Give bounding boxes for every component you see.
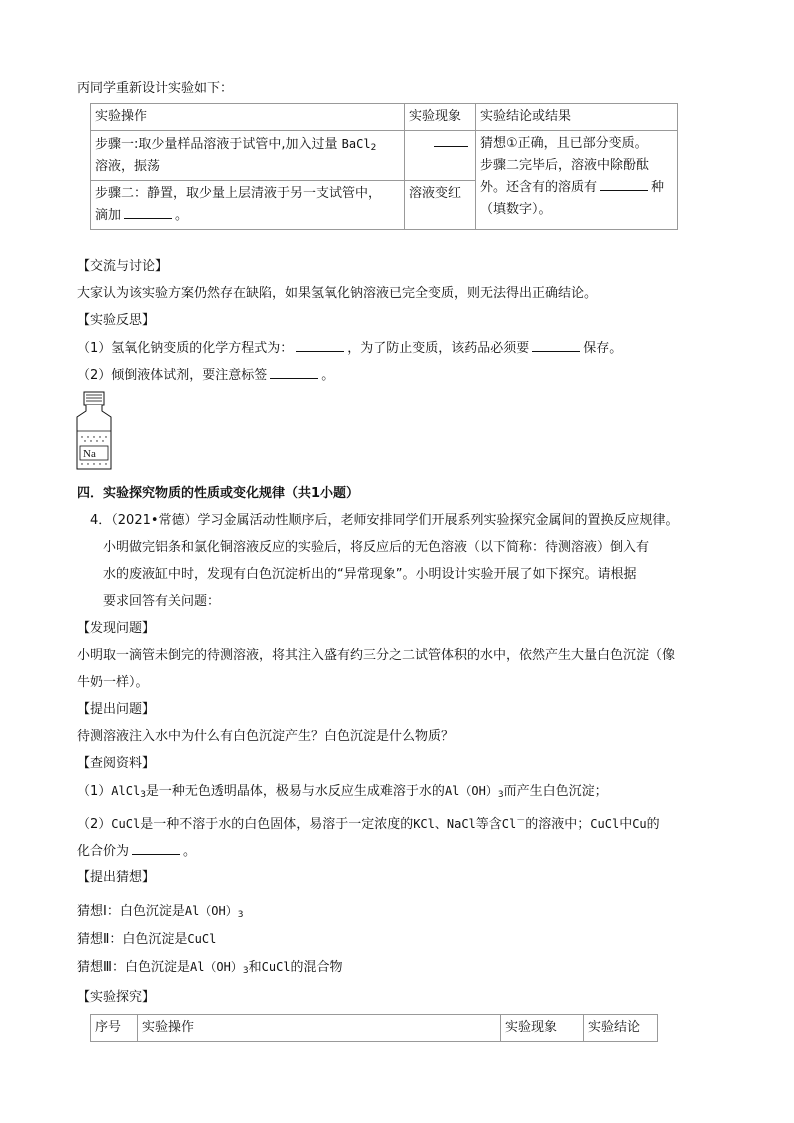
data-item2-formula5: Cu xyxy=(632,817,647,831)
conclusion-line3-end: 种 xyxy=(651,180,665,195)
explore-header-conclusion: 实验结论 xyxy=(584,1015,658,1042)
data-item2: （2）CuCl是一种不溶于水的白色固体，易溶于一定浓度的KCl、NaCl等含Cl－的溶液中；CuCl中Cu的 xyxy=(77,815,660,832)
guess-heading: 【提出猜想】 xyxy=(77,870,156,885)
guess-3-text: 猜想Ⅲ：白色沉淀是 xyxy=(77,960,190,975)
data-item2-formula3: Cl xyxy=(501,817,517,831)
conclusion-line2: 步骤二完毕后，溶液中除酚酞 xyxy=(480,158,650,173)
guess-2-formula: CuCl xyxy=(187,932,217,946)
step1-text2: 溶液，振荡 xyxy=(95,159,161,174)
explore-header-index: 序号 xyxy=(91,1015,138,1042)
discuss-text: 大家认为该实验方案仍然存在缺陷，如果氢氧化钠溶液已完全变质，则无法得出正确结论。 xyxy=(77,286,598,301)
data-item2-formula3-sup: － xyxy=(516,815,526,826)
reflect-q1-b: ，为了防止变质，该药品必须要 xyxy=(347,341,530,356)
guess-2-text: 猜想Ⅱ：白色沉淀是 xyxy=(77,932,188,947)
data-item2-text4: 中 xyxy=(619,817,633,832)
ask-heading: 【提出问题】 xyxy=(77,702,156,717)
data-item2-num: （2） xyxy=(77,817,112,832)
data-item2-text2: 等含 xyxy=(475,817,502,832)
header-conclusion: 实验结论或结果 xyxy=(476,104,678,131)
guess-1 xyxy=(77,902,243,921)
conclusion-line1: 猜想①正确，且已部分变质。 xyxy=(480,136,648,151)
guess-3-end: 的混合物 xyxy=(290,960,343,975)
experiment-table xyxy=(90,103,678,230)
step2-text2: 滴加 xyxy=(95,208,122,223)
section4-title: 四．实验探究物质的性质或变化规律（共1小题） xyxy=(77,486,360,501)
reflect-q2-a: （2）倾倒液体试剂，要注意标签 xyxy=(77,368,268,383)
step2-text: 步骤二：静置，取少量上层清液于另一支试管中， xyxy=(95,186,382,201)
reflect-q1-a: （1）氢氧化钠变质的化学方程式为： xyxy=(77,341,294,356)
conclusion-cell xyxy=(476,131,678,230)
explore-table xyxy=(90,1014,658,1042)
data-item2-formula: CuCl xyxy=(111,817,141,831)
guess-3 xyxy=(77,958,343,977)
ask-text: 待测溶液注入水中为什么有白色沉淀产生？白色沉淀是什么物质？ xyxy=(77,729,455,744)
step1-reagent: BaCl xyxy=(341,137,371,151)
data-item2-text: 是一种不溶于水的白色固体，易溶于一定浓度的 xyxy=(140,817,414,832)
data-item2-formula2: KCl、NaCl xyxy=(413,817,476,831)
step1-cell xyxy=(91,131,405,181)
guess-3-formula2: CuCl xyxy=(261,960,291,974)
reflect-heading: 【实验反思】 xyxy=(77,313,156,328)
step1-text: 步骤一:取少量样品溶液于试管中,加入过量 xyxy=(95,137,338,152)
explore-header-phenomenon: 实验现象 xyxy=(501,1015,584,1042)
data-item1-formula2: Al（OH） xyxy=(444,784,498,798)
reflect-q1 xyxy=(77,339,622,358)
data-item1-formula-sub: 3 xyxy=(140,790,146,800)
step2-cell xyxy=(91,181,405,230)
data-item2-text3: 的溶液中； xyxy=(525,817,591,832)
q4-line4: 要求回答有关问题： xyxy=(103,594,221,609)
q4-line3: 水的废液缸中时，发现有白色沉淀析出的“异常现象”。小明设计实验开展了如下探究。请根据 xyxy=(103,567,637,582)
explore-header-operation: 实验操作 xyxy=(138,1015,501,1042)
reflect-q1-blank2[interactable] xyxy=(532,339,580,352)
discuss-heading: 【交流与讨论】 xyxy=(77,259,169,274)
data-item2-end: 。 xyxy=(183,844,197,859)
q4-line2: 小明做完铝条和氯化铜溶液反应的实验后，将反应后的无色溶液（以下简称：待测溶液）倒入有 xyxy=(103,540,650,555)
data-item2-line2-text: 化合价为 xyxy=(77,844,130,859)
header-phenomenon: 实验现象 xyxy=(405,104,476,131)
table-header-row xyxy=(91,104,678,131)
q4-line1: 4．（2021•常德）学习金属活动性顺序后，老师安排同学们开展系列实验探究金属间的置换反应规律。 xyxy=(90,513,679,528)
data-item1-text2: 而产生白色沉淀； xyxy=(503,784,608,799)
table-row-step1 xyxy=(91,131,678,181)
explore-header-row xyxy=(91,1015,658,1042)
reflect-q2-blank[interactable] xyxy=(270,366,318,379)
data-heading: 【查阅资料】 xyxy=(77,756,156,771)
guess-2 xyxy=(77,930,216,949)
bottle-label: Na xyxy=(83,448,107,460)
find-line2: 牛奶一样）。 xyxy=(77,675,149,690)
conclusion-blank[interactable] xyxy=(600,178,648,191)
step1-observation-blank[interactable] xyxy=(434,134,468,147)
reflect-q2 xyxy=(77,366,334,385)
step2-observation: 溶液变红 xyxy=(405,181,476,230)
guess-1-formula: Al（OH） xyxy=(184,904,238,918)
reflect-q2-b: 。 xyxy=(321,368,335,383)
step1-reagent-sub: 2 xyxy=(370,143,377,153)
find-heading: 【发现问题】 xyxy=(77,621,156,636)
reflect-q1-c: 保存。 xyxy=(583,341,623,356)
data-item1-formula2-sub: 3 xyxy=(497,790,504,800)
header-operation: 实验操作 xyxy=(91,104,405,131)
conclusion-line4: （填数字）。 xyxy=(480,202,552,217)
data-item2-formula4: CuCl xyxy=(590,817,620,831)
data-item1-text: 是一种无色透明晶体，极易与水反应生成难溶于水的 xyxy=(145,784,445,799)
data-item1-num: （1） xyxy=(77,784,112,799)
intro-text: 丙同学重新设计实验如下： xyxy=(77,81,234,96)
guess-3-formula-sub: 3 xyxy=(242,966,249,976)
data-item2-line2 xyxy=(77,842,196,861)
reagent-bottle-icon xyxy=(74,391,118,471)
guess-3-and: 和 xyxy=(248,960,262,975)
step1-observation xyxy=(405,131,476,181)
find-line1: 小明取一滴管未倒完的待测溶液，将其注入盛有约三分之二试管体积的水中，依然产生大量白色沉淀（像 xyxy=(77,648,676,663)
reflect-q1-blank1[interactable] xyxy=(296,339,344,352)
step2-blank[interactable] xyxy=(124,206,172,219)
data-item1 xyxy=(77,782,608,801)
guess-3-formula: Al（OH） xyxy=(189,960,243,974)
data-item1-formula: AlCl xyxy=(111,784,141,798)
guess-1-text: 猜想Ⅰ：白色沉淀是 xyxy=(77,904,185,919)
explore-heading: 【实验探究】 xyxy=(77,990,156,1005)
data-item2-blank[interactable] xyxy=(132,842,180,855)
guess-1-formula-sub: 3 xyxy=(237,910,244,920)
conclusion-line3: 外。还含有的溶质有 xyxy=(480,180,598,195)
step2-end: 。 xyxy=(175,208,189,223)
